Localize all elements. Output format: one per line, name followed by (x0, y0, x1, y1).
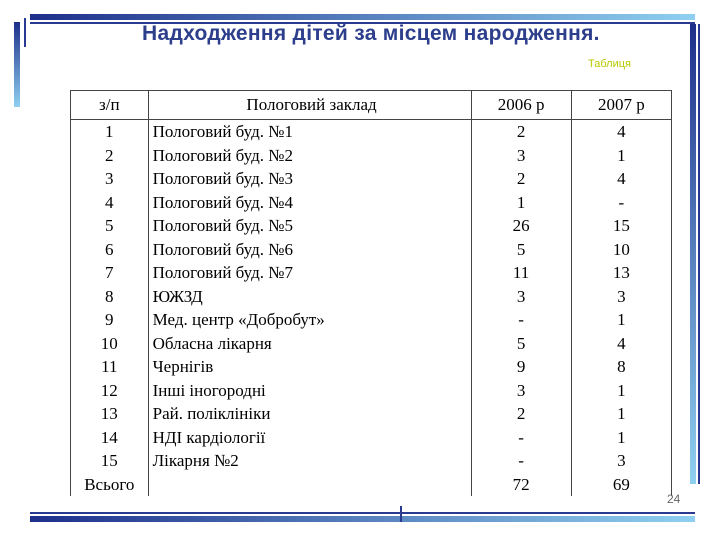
value-2007: 4 (617, 122, 626, 141)
value-2006: 1 (471, 191, 571, 215)
institution-name: Пологовий буд. №2 (148, 144, 471, 168)
header-2006: 2006 р (471, 91, 571, 120)
value-2006: 3 (471, 144, 571, 168)
value-2006: - (471, 449, 571, 473)
value-2007: 1 (617, 404, 626, 423)
table-row (71, 238, 672, 262)
value-2007: 15 (612, 216, 630, 235)
value-2007: 4 (617, 169, 626, 188)
value-2007: - (618, 192, 625, 212)
total-empty-cell (148, 473, 471, 497)
row-number: 13 (71, 402, 149, 426)
institution-name: НДІ кардіології (148, 426, 471, 450)
value-2007: 4 (617, 333, 626, 353)
table-row (71, 308, 672, 332)
value-2006: 2 (471, 120, 571, 144)
institution-name: Пологовий буд. №5 (148, 214, 471, 238)
value-2006: 5 (471, 332, 571, 356)
left-decorative-bar (14, 22, 20, 107)
table-row (71, 426, 672, 450)
value-2007: 13 (612, 263, 630, 282)
value-2006: - (471, 426, 571, 450)
institution-name: Інші іногородні (148, 379, 471, 403)
table-header-row (71, 91, 672, 120)
slide-title: Надходження дітей за місцем народження. (142, 22, 600, 45)
value-2007: 8 (617, 357, 626, 376)
institution-name: Чернігів (148, 355, 471, 379)
row-number: 1 (71, 120, 149, 144)
bottom-decorative-tick (400, 506, 402, 522)
row-number: 14 (71, 426, 149, 450)
institution-name: Лікарня №2 (148, 449, 471, 473)
table-row (71, 285, 672, 309)
total-label: Всього (71, 473, 149, 497)
row-number: 11 (71, 355, 149, 379)
bottom-decorative-line (30, 512, 695, 514)
value-2006: 3 (471, 285, 571, 309)
right-decorative-bar (690, 24, 696, 484)
table-row (71, 379, 672, 403)
table-row (71, 355, 672, 379)
value-2007: 1 (617, 145, 626, 165)
top-decorative-bar (30, 14, 695, 20)
value-2006: 5 (471, 238, 571, 262)
right-decorative-line (698, 24, 700, 484)
value-2007: 1 (617, 380, 626, 400)
page-number: 24 (667, 492, 681, 506)
table-row (71, 120, 672, 144)
value-2007: 3 (617, 451, 626, 470)
table-row (71, 167, 672, 191)
value-2006: 9 (471, 355, 571, 379)
table-row (71, 449, 672, 473)
institution-name: Пологовий буд. №3 (148, 167, 471, 191)
total-2007: 69 (612, 474, 630, 494)
row-number: 5 (71, 214, 149, 238)
row-number: 2 (71, 144, 149, 168)
value-2006: 11 (471, 261, 571, 285)
total-2006: 72 (471, 473, 571, 497)
row-number: 3 (71, 167, 149, 191)
table-row (71, 191, 672, 215)
value-2006: 2 (471, 402, 571, 426)
institution-name: Рай. поліклініки (148, 402, 471, 426)
table-row (71, 332, 672, 356)
row-number: 6 (71, 238, 149, 262)
row-number: 15 (71, 449, 149, 473)
institution-name: Обласна лікарня (148, 332, 471, 356)
value-2007: 1 (617, 310, 626, 329)
institution-name: Пологовий буд. №7 (148, 261, 471, 285)
table-row (71, 402, 672, 426)
table-row (71, 144, 672, 168)
header-number: з/п (71, 91, 149, 120)
value-2007: 1 (617, 427, 626, 447)
value-2006: 3 (471, 379, 571, 403)
table-caption: Таблиця (588, 58, 631, 70)
row-number: 7 (71, 261, 149, 285)
row-number: 4 (71, 191, 149, 215)
table-row (71, 261, 672, 285)
value-2007: 10 (612, 239, 630, 259)
institution-name: Пологовий буд. №6 (148, 238, 471, 262)
institution-name: Мед. центр «Добробут» (148, 308, 471, 332)
row-number: 9 (71, 308, 149, 332)
total-row (71, 473, 672, 497)
row-number: 10 (71, 332, 149, 356)
row-number: 12 (71, 379, 149, 403)
value-2006: 2 (471, 167, 571, 191)
table-row (71, 214, 672, 238)
left-decorative-line (24, 22, 26, 47)
value-2006: 26 (471, 214, 571, 238)
row-number: 8 (71, 285, 149, 309)
institution-name: Пологовий буд. №1 (148, 120, 471, 144)
header-2007: 2007 р (597, 95, 645, 114)
institution-name: ЮЖЗД (148, 285, 471, 309)
institution-name: Пологовий буд. №4 (148, 191, 471, 215)
table-body (71, 120, 672, 497)
value-2006: - (471, 308, 571, 332)
bottom-decorative-bar (30, 516, 695, 522)
value-2007: 3 (617, 286, 626, 306)
header-institution: Пологовий заклад (148, 91, 471, 120)
births-table (70, 90, 672, 496)
